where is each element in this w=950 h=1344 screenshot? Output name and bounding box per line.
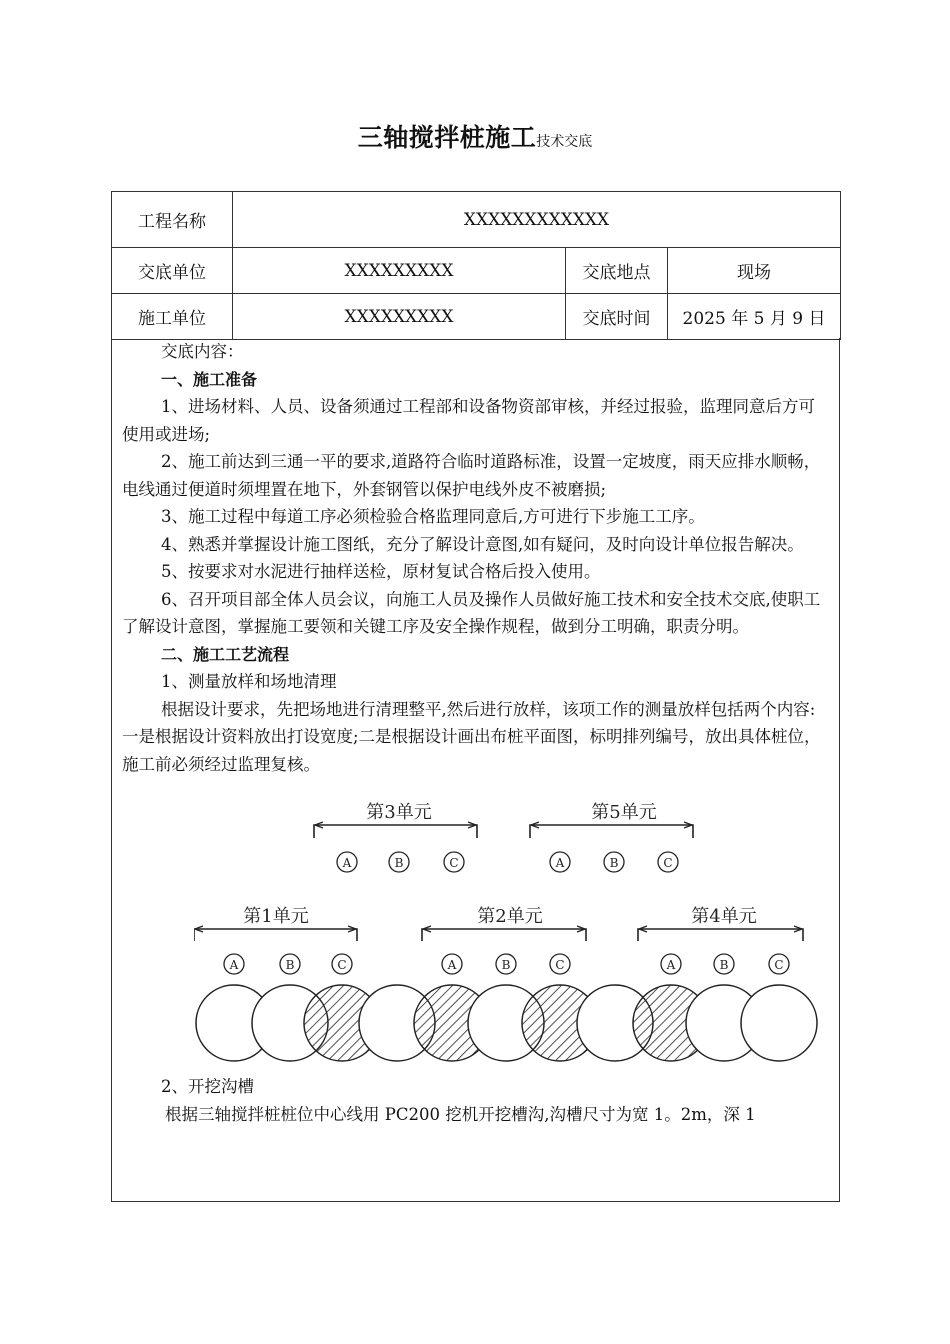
hole-label: A xyxy=(555,856,565,870)
hole-label: B xyxy=(609,856,619,870)
time-value: 2025 年 5 月 9 日 xyxy=(668,294,841,340)
section1-title: 一、施工准备 xyxy=(161,369,258,389)
hole-label: A xyxy=(342,856,352,870)
hole-label: B xyxy=(285,958,295,972)
section1-item: 4、熟悉并掌握设计施工图纸，充分了解设计意图,如有疑问，及时向设计单位报告解决。 xyxy=(161,534,804,554)
disclosure-content xyxy=(111,338,840,1202)
document-title xyxy=(0,118,950,154)
step2-text: 根据三轴搅拌桩桩位中心线用 PC200 挖机开挖槽沟,沟槽尺寸为宽 1。2m，深 1 xyxy=(165,1104,756,1124)
hole-label: B xyxy=(501,958,511,972)
title-sub: 技术交底 xyxy=(536,134,593,150)
step1-text: 根据设计要求，先把场地进行清理整平,然后进行放样，该项工作的测量放样包括两个内容:一是根据设计资料放出打设宽度;二是根据设计画出布桩平面图，标明排列编号，放出具体桩位，施工前必须经过监理复核。 xyxy=(122,699,821,774)
unit-label: 第5单元 xyxy=(591,802,657,823)
hole-label: B xyxy=(394,856,404,870)
disclosure-unit-label: 交底单位 xyxy=(112,248,233,294)
hole-label: C xyxy=(555,958,565,972)
disclosure-unit-value: XXXXXXXXX xyxy=(233,248,566,294)
section1-item: 3、施工过程中每道工序必须检验合格监理同意后,方可进行下步施工工序。 xyxy=(161,507,705,526)
title-main: 三轴搅拌桩施工 xyxy=(357,123,537,152)
hole-label: C xyxy=(663,856,673,870)
unit-bracket xyxy=(314,802,477,872)
section1-item: 1、进场材料、人员、设备须通过工程部和设备物资部审核，并经过报验，监理同意后方可使用或进场; xyxy=(122,397,815,444)
pile-layout-diagram xyxy=(194,788,824,1063)
unit-label: 第4单元 xyxy=(691,906,757,927)
hole-label: A xyxy=(666,958,676,972)
construction-unit-value: XXXXXXXXX xyxy=(233,294,566,340)
step2-title: 2、开挖沟槽 xyxy=(161,1077,254,1096)
location-value: 现场 xyxy=(668,248,841,294)
content-intro: 交底内容： xyxy=(161,342,244,361)
hole-label: A xyxy=(447,958,457,972)
section1-item: 5、按要求对水泥进行抽样送检，原材复试合格后投入使用。 xyxy=(161,562,601,581)
section2-title: 二、施工工艺流程 xyxy=(161,644,290,664)
hole-label: A xyxy=(229,958,239,972)
time-label: 交底时间 xyxy=(566,294,668,340)
project-name-value: XXXXXXXXXXXX xyxy=(233,192,841,248)
info-table xyxy=(111,191,841,340)
step1-title: 1、测量放样和场地清理 xyxy=(161,672,337,691)
section1-item: 6、召开项目部全体人员会议，向施工人员及操作人员做好施工技术和安全技术交底,使职工了解设计意图，掌握施工要领和关键工序及安全操作规程，做到分工明确，职责分明。 xyxy=(122,589,821,636)
unit-bracket xyxy=(422,906,586,974)
unit-bracket xyxy=(638,906,803,974)
hole-label: C xyxy=(449,856,459,870)
pile-row xyxy=(196,985,817,1061)
hole-label: B xyxy=(719,958,729,972)
hole-label: C xyxy=(337,958,347,972)
unit-bracket xyxy=(530,802,693,872)
unit-label: 第3单元 xyxy=(366,802,432,823)
unit-label: 第1单元 xyxy=(243,906,309,927)
construction-unit-label: 施工单位 xyxy=(112,294,233,340)
unit-bracket xyxy=(194,906,357,974)
section1-item: 2、施工前达到三通一平的要求,道路符合临时道路标准，设置一定坡度，雨天应排水顺畅，电线通过便道时须埋置在地下，外套钢管以保护电线外皮不被磨损; xyxy=(122,452,821,499)
unit-label: 第2单元 xyxy=(477,906,543,927)
hole-label: C xyxy=(774,958,784,972)
location-label: 交底地点 xyxy=(566,248,668,294)
project-name-label: 工程名称 xyxy=(112,192,233,248)
